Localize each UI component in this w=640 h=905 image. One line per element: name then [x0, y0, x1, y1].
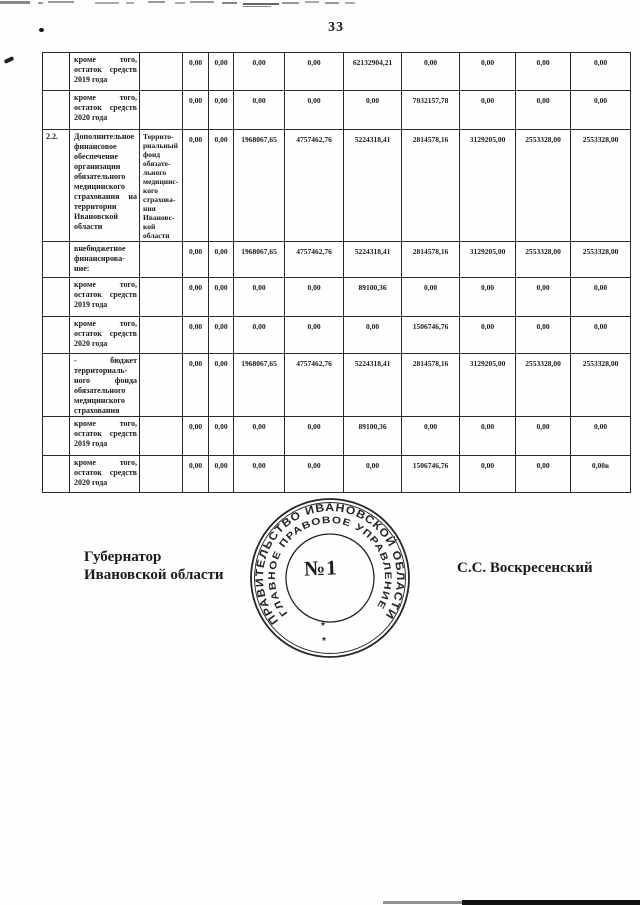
- table-cell: 0,00: [209, 242, 234, 278]
- table-cell: 4757462,76: [285, 354, 344, 417]
- stamp-star-bottom: *: [322, 636, 327, 647]
- table-cell: 0,00: [209, 53, 234, 91]
- table-cell: 4757462,76: [285, 130, 344, 242]
- table-cell: кроме того, остаток средств 2020 года: [70, 456, 140, 493]
- table-cell: 0,00: [183, 91, 209, 130]
- table-cell: 0,00: [234, 456, 285, 493]
- table-cell: 0,00: [402, 53, 460, 91]
- table-cell: 0,00: [344, 317, 402, 354]
- table-cell: [140, 53, 183, 91]
- table-cell: 0,00: [344, 91, 402, 130]
- signatory-title: [84, 549, 224, 584]
- table-cell: кроме того, остаток средств 2019 года: [70, 278, 140, 317]
- table-cell: [43, 91, 70, 130]
- table-cell: 0,00: [460, 278, 516, 317]
- table-cell: 2553328,00: [516, 354, 571, 417]
- table-cell: 0,00: [285, 278, 344, 317]
- table-cell: внебюджетное финансирование:: [70, 242, 140, 278]
- table-cell: 2814578,16: [402, 242, 460, 278]
- table-cell: 0,00: [183, 417, 209, 456]
- table-cell: 0,00: [209, 456, 234, 493]
- table-cell: 0,00: [460, 317, 516, 354]
- table-row: [43, 130, 631, 242]
- table-cell: кроме того, остаток средств 2019 года: [70, 53, 140, 91]
- table-cell: 0,00: [209, 91, 234, 130]
- table-cell: 1506746,76: [402, 317, 460, 354]
- table-cell: 0,00: [183, 130, 209, 242]
- table-cell: 0,00: [402, 278, 460, 317]
- table-cell: 0,00: [571, 278, 631, 317]
- table-cell: 0,00: [285, 91, 344, 130]
- table-cell: Дополнительное финансовое обеспечение организации обязательного медицинского страхования на территории Ивановской области: [70, 130, 140, 242]
- table-cell: 0,00: [183, 242, 209, 278]
- table-cell: кроме того, остаток средств 2020 года: [70, 91, 140, 130]
- table-cell: 0,00: [285, 417, 344, 456]
- table-cell: 2.2.: [43, 130, 70, 242]
- table-cell: [43, 242, 70, 278]
- ink-dot: [39, 28, 44, 32]
- table-cell: 0,00: [183, 317, 209, 354]
- financial-table: [42, 52, 631, 493]
- table-cell: 0,00: [209, 130, 234, 242]
- table-cell: 3129205,00: [460, 242, 516, 278]
- table-cell: [43, 456, 70, 493]
- table-cell: [43, 317, 70, 354]
- table-cell: 0,00: [516, 53, 571, 91]
- table-cell: 0,00: [183, 278, 209, 317]
- table-cell: 0,00: [183, 456, 209, 493]
- table-cell: 5224318,41: [344, 354, 402, 417]
- table-cell: 0,00: [285, 53, 344, 91]
- table-cell: 0,00: [516, 317, 571, 354]
- table-cell: [140, 278, 183, 317]
- table-cell: 0,00: [234, 417, 285, 456]
- table-row: [43, 354, 631, 417]
- table-body: [43, 53, 631, 493]
- table-cell: [140, 317, 183, 354]
- table-cell: 0,00: [234, 91, 285, 130]
- table-cell: [43, 53, 70, 91]
- table-cell: 0,00: [402, 417, 460, 456]
- table-cell: 0,00: [234, 278, 285, 317]
- table-cell: 0,00: [460, 53, 516, 91]
- table-cell: 5224318,41: [344, 242, 402, 278]
- signatory-title-line1: Губернатор: [84, 549, 162, 565]
- stamp-inner-ring-text: ГЛАВНОЕ ПРАВОВОЕ УПРАВЛЕНИЕ: [266, 514, 394, 619]
- table-cell: [140, 354, 183, 417]
- table-cell: 0,00: [516, 91, 571, 130]
- table-cell: [140, 456, 183, 493]
- table-cell: Территориальный фонд обязательного медицинского страхования Ивановской области: [140, 130, 183, 242]
- table-cell: 7032157,78: [402, 91, 460, 130]
- table-cell: [43, 417, 70, 456]
- table-cell: 0,00: [344, 456, 402, 493]
- table-cell: 1968067,65: [234, 242, 285, 278]
- table-cell: 3129205,00: [460, 354, 516, 417]
- signatory-title-line2: Ивановской области: [84, 566, 224, 583]
- table-row: [43, 317, 631, 354]
- table-cell: 1506746,76: [402, 456, 460, 493]
- table-cell: - бюджет территориального фонда обязательного медицинского страхования: [70, 354, 140, 417]
- table-cell: 2553328,00: [516, 130, 571, 242]
- table-cell: 0,00: [571, 91, 631, 130]
- table-cell: 1968067,65: [234, 130, 285, 242]
- table-cell: 0,00: [209, 278, 234, 317]
- table-row: [43, 456, 631, 493]
- table-cell: кроме того, остаток средств 2020 года: [70, 317, 140, 354]
- table-cell: 3129205,00: [460, 130, 516, 242]
- table-cell: 0,00: [285, 456, 344, 493]
- table-cell: 0,00: [234, 317, 285, 354]
- table-cell: 0,00: [183, 53, 209, 91]
- pen-mark: [4, 56, 15, 64]
- table-row: [43, 242, 631, 278]
- table-cell: [140, 91, 183, 130]
- table-row: [43, 278, 631, 317]
- table-cell: 2553328,00: [571, 242, 631, 278]
- table-cell: 2553328,00: [571, 354, 631, 417]
- table-cell: 0,00: [209, 354, 234, 417]
- table-cell: 89100,36: [344, 417, 402, 456]
- table-row: [43, 91, 631, 130]
- table-cell: кроме того, остаток средств 2019 года: [70, 417, 140, 456]
- table-cell: 0,00: [516, 456, 571, 493]
- table-cell: 0,00: [571, 317, 631, 354]
- table-cell: 2553328,00: [516, 242, 571, 278]
- table-cell: 0,00: [234, 53, 285, 91]
- stamp-outer-ring-text: ПРАВИТЕЛЬСТВО ИВАНОВСКОЙ ОБЛАСТИ: [253, 501, 407, 627]
- stamp-number: №1: [303, 555, 339, 581]
- table-cell: [140, 417, 183, 456]
- table-cell: 5224318,41: [344, 130, 402, 242]
- table-cell: 62132904,21: [344, 53, 402, 91]
- table-cell: 0,00в: [571, 456, 631, 493]
- table-cell: [43, 278, 70, 317]
- table-cell: 0,00: [209, 317, 234, 354]
- table-cell: 2814578,16: [402, 130, 460, 242]
- table-cell: 0,00: [209, 417, 234, 456]
- table-cell: 4757462,76: [285, 242, 344, 278]
- stamp-star-top: *: [321, 621, 326, 632]
- table-cell: 2814578,16: [402, 354, 460, 417]
- table-row: [43, 417, 631, 456]
- table-cell: 0,00: [516, 417, 571, 456]
- table-cell: 0,00: [460, 456, 516, 493]
- official-stamp: [246, 494, 414, 662]
- table-cell: 0,00: [516, 278, 571, 317]
- table-cell: 0,00: [285, 317, 344, 354]
- table-cell: [43, 354, 70, 417]
- table-cell: 0,00: [460, 91, 516, 130]
- table-cell: 2553328,00: [571, 130, 631, 242]
- table-cell: 0,00: [183, 354, 209, 417]
- table-row: [43, 53, 631, 91]
- table-cell: 1968067,65: [234, 354, 285, 417]
- page-number: 33: [328, 20, 344, 35]
- table-cell: 0,00: [571, 53, 631, 91]
- table-cell: 0,00: [460, 417, 516, 456]
- signatory-name: С.С. Воскресенский: [457, 560, 593, 576]
- table-cell: [140, 242, 183, 278]
- table-cell: 0,00: [571, 417, 631, 456]
- table-cell: 89100,36: [344, 278, 402, 317]
